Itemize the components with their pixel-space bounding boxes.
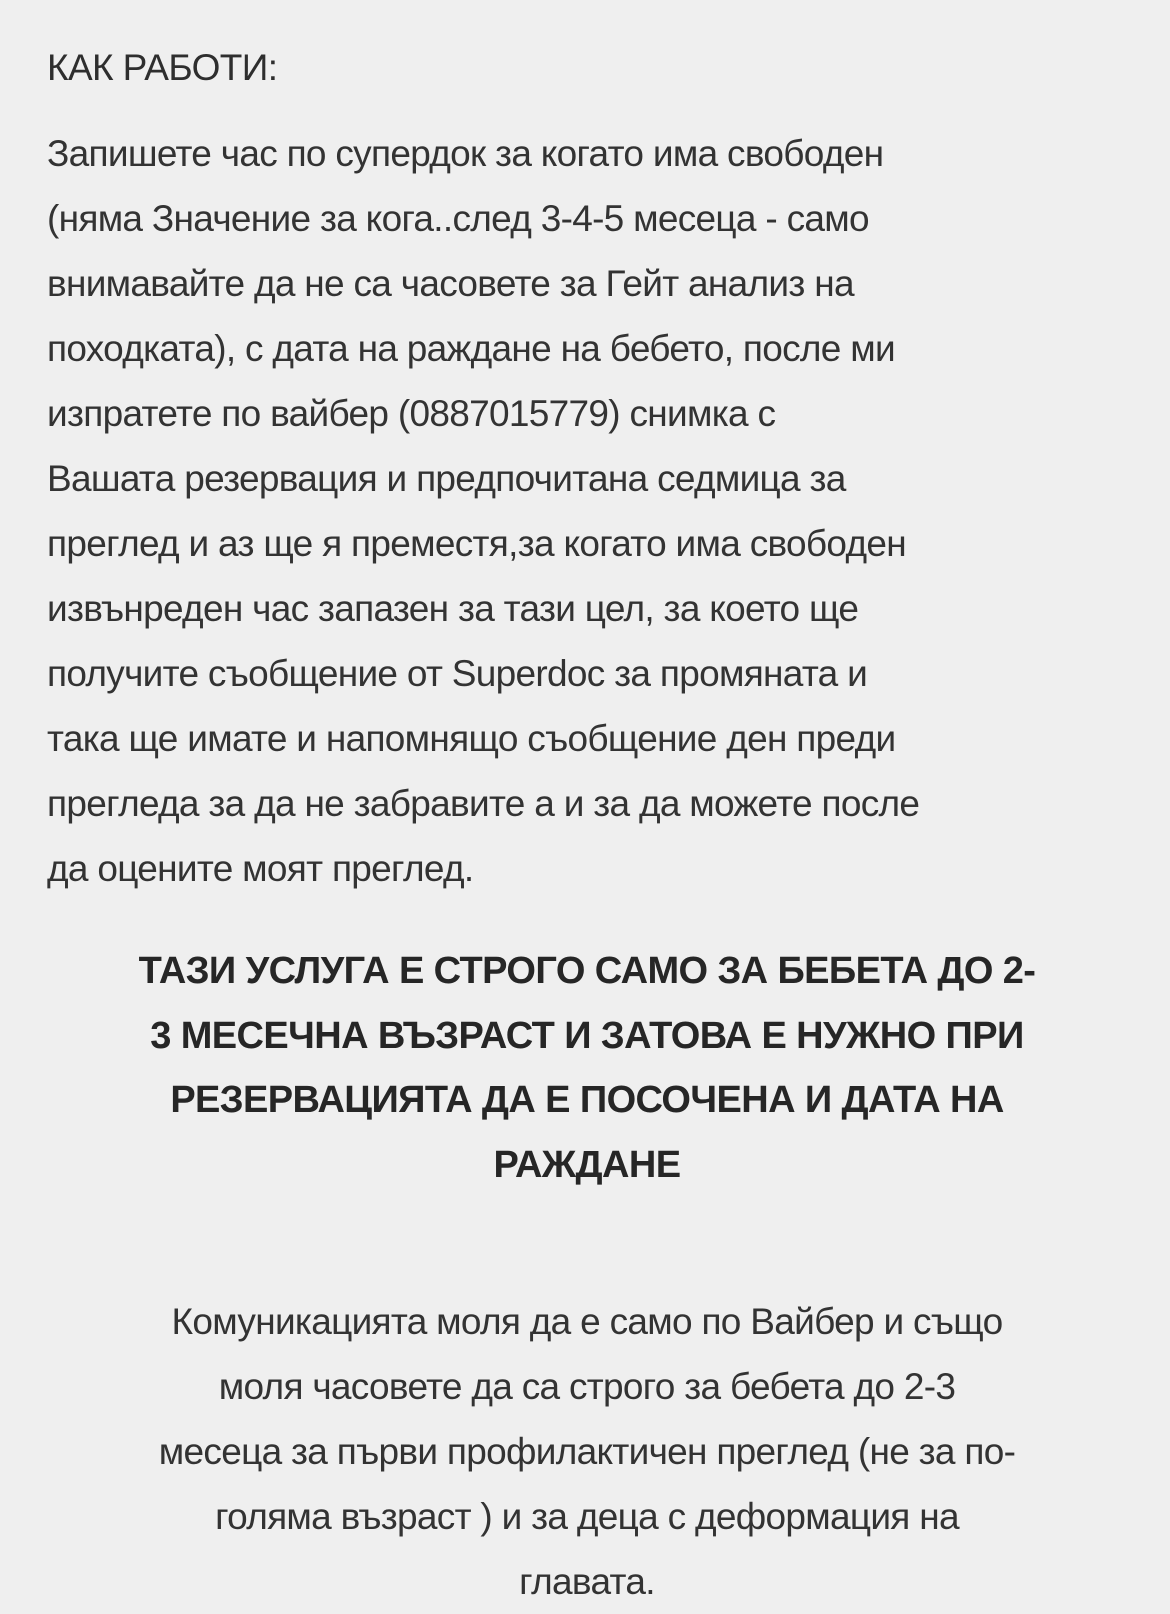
communication-line: Комуникацията моля да е само по Вайбер и също bbox=[171, 1301, 1003, 1342]
instructions-line: прегледа за да не забравите а и за да можете после bbox=[47, 783, 920, 824]
instructions-line: така ще имате и напомнящо съобщение ден преди bbox=[47, 718, 896, 759]
instructions-line: внимавайте да не са часовете за Гейт анализ на bbox=[47, 263, 854, 304]
instructions-line: да оцените моят преглед. bbox=[47, 848, 474, 889]
instructions-line: Запишете час по супердок за когато има свободен bbox=[47, 133, 884, 174]
section-heading: КАК РАБОТИ: bbox=[47, 47, 278, 88]
instructions-line: походката), с дата на раждане на бебето, после ми bbox=[47, 328, 895, 369]
instructions-paragraph bbox=[47, 121, 1119, 901]
notice-line: РЕЗЕРВАЦИЯТА ДА Е ПОСОЧЕНА И ДАТА НА bbox=[170, 1079, 1004, 1121]
notice-line: 3 МЕСЕЧНА ВЪЗРАСТ И ЗАТОВА Е НУЖНО ПРИ bbox=[150, 1014, 1024, 1057]
notice-line: РАЖДАНЕ bbox=[493, 1143, 681, 1186]
communication-line: месеца за първи профилактичен преглед (не за по- bbox=[158, 1431, 1016, 1472]
communication-line: моля часовете да са строго за бебета до 2-3 bbox=[218, 1366, 956, 1407]
communication-line: голяма възраст ) и за деца с деформация на bbox=[215, 1496, 959, 1537]
instructions-line: получите съобщение от Superdoc за промяната и bbox=[47, 653, 868, 694]
communication-line: главата. bbox=[519, 1561, 655, 1602]
instructions-line: преглед и аз ще я преместя,за когато има свободен bbox=[47, 523, 906, 564]
instructions-line: Вашата резервация и предпочитана седмица за bbox=[47, 458, 846, 499]
notice-line: ТАЗИ УСЛУГА Е СТРОГО САМО ЗА БЕБЕТА ДО 2- bbox=[138, 950, 1036, 992]
communication-paragraph bbox=[47, 1289, 1127, 1614]
notice-paragraph bbox=[47, 939, 1127, 1197]
instructions-line: (няма Значение за кога..след 3-4-5 месеца - само bbox=[47, 198, 869, 239]
instructions-line: извънреден час запазен за тази цел, за което ще bbox=[47, 588, 859, 629]
instructions-line: изпратете по вайбер (0887015779) снимка с bbox=[47, 393, 776, 434]
